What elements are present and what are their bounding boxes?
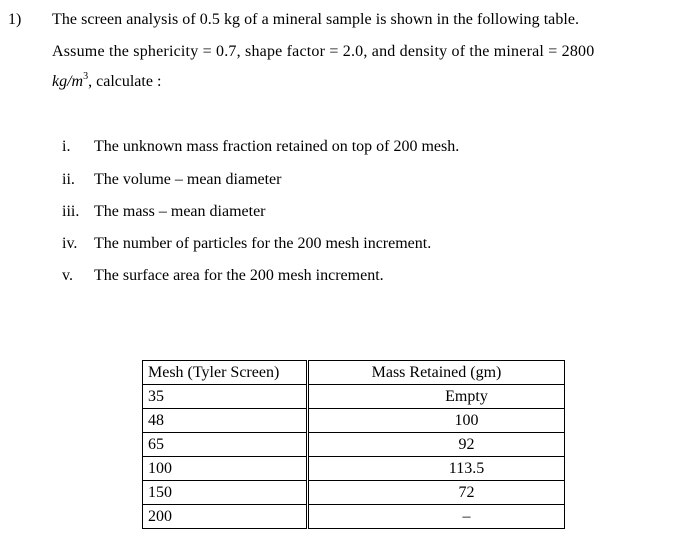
- task-text: The mass – mean diameter: [94, 203, 266, 220]
- mass-value: 100: [454, 412, 479, 429]
- table-row: [143, 505, 565, 529]
- mesh-column-header: Mesh (Tyler Screen): [143, 361, 308, 385]
- table-row: [143, 409, 565, 433]
- task-text: The surface area for the 200 mesh increment.: [94, 267, 384, 284]
- task-item: [62, 137, 459, 157]
- mass-cell: [308, 457, 565, 481]
- mass-cell: [308, 481, 565, 505]
- mass-value: –: [462, 508, 471, 525]
- task-item: [62, 266, 384, 286]
- mesh-cell: 48: [143, 409, 308, 433]
- task-item: [62, 202, 266, 222]
- mass-cell: [308, 505, 565, 529]
- task-text: The unknown mass fraction retained on top of 200 mesh.: [94, 138, 460, 155]
- mass-value: 92: [458, 436, 475, 453]
- task-text: The volume – mean diameter: [94, 171, 282, 188]
- table-row: [143, 385, 565, 409]
- mesh-cell: 150: [143, 481, 308, 505]
- problem-statement-line-2: Assume the sphericity = 0.7, shape factor = 2.0, and density of the mineral = 2800: [52, 43, 595, 60]
- mass-column-header: Mass Retained (gm): [308, 361, 565, 385]
- table-header-row: [143, 361, 565, 385]
- table-row: [143, 481, 565, 505]
- task-item: [62, 234, 431, 254]
- mass-cell: [308, 409, 565, 433]
- task-text: The number of particles for the 200 mesh increment.: [94, 235, 432, 252]
- task-marker: ii.: [62, 171, 75, 188]
- task-marker: iii.: [62, 203, 80, 220]
- mass-cell: [308, 433, 565, 457]
- mesh-cell: 200: [143, 505, 308, 529]
- task-marker: i.: [62, 138, 71, 155]
- task-marker: iv.: [62, 235, 78, 252]
- task-marker: v.: [62, 267, 73, 284]
- problem-statement-line-1: The screen analysis of 0.5 kg of a mineral sample is shown in the following table.: [52, 11, 580, 28]
- table-row: [143, 433, 565, 457]
- mass-value: 72: [458, 484, 475, 501]
- question-number: 1): [8, 11, 22, 28]
- calculate-text: , calculate :: [88, 73, 162, 90]
- mesh-cell: 100: [143, 457, 308, 481]
- task-item: [62, 170, 281, 190]
- screen-analysis-table: [142, 360, 565, 529]
- mass-value: 113.5: [448, 460, 485, 477]
- mesh-cell: 35: [143, 385, 308, 409]
- mesh-cell: 65: [143, 433, 308, 457]
- mass-value: Empty: [445, 388, 488, 405]
- density-unit-exponent: 3: [83, 71, 89, 82]
- mass-cell: [308, 385, 565, 409]
- problem-statement-line-3: [52, 72, 700, 92]
- table-row: [143, 457, 565, 481]
- density-unit: kg/m: [52, 73, 84, 90]
